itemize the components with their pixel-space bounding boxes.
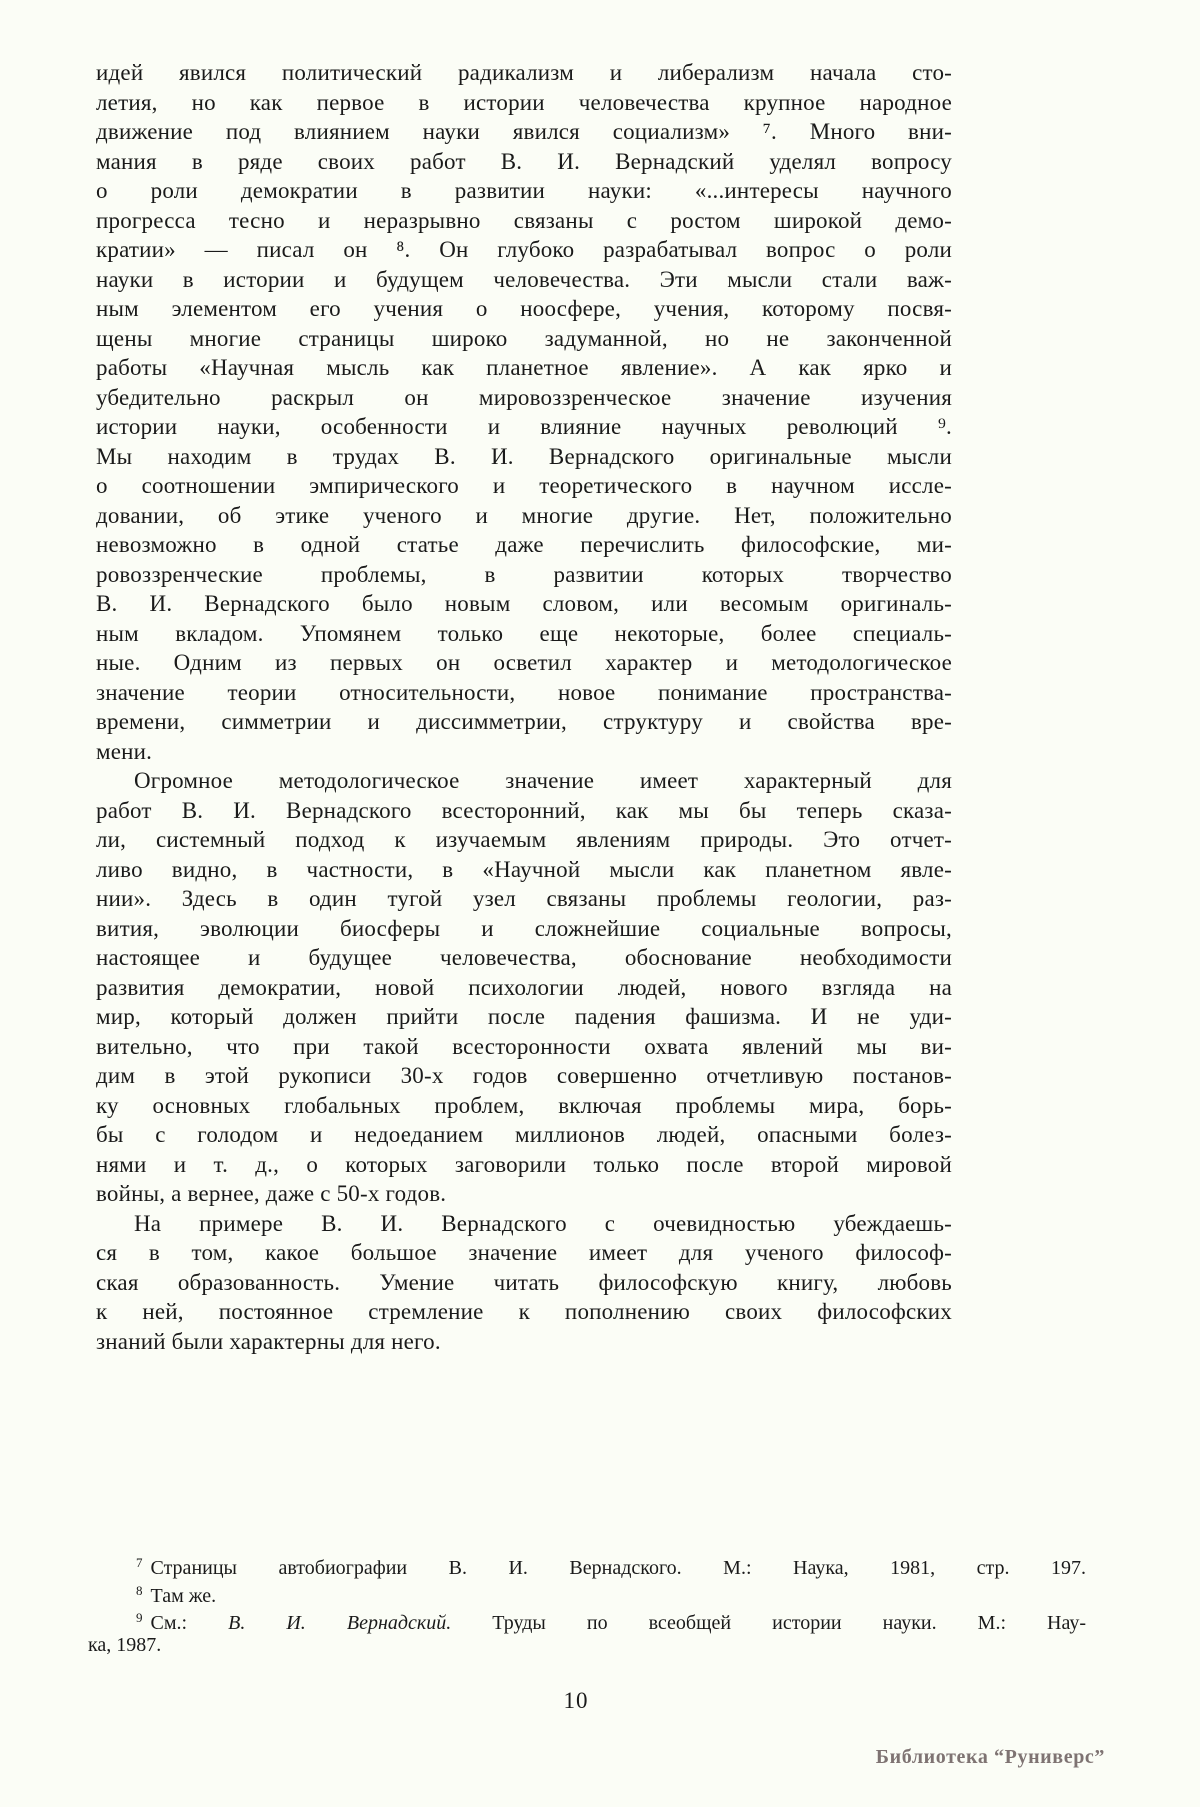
text-line: ку основных глобальных проблем, включая проблемы мира, борь- [96,1092,952,1118]
text-line: развития демократии, новой психологии людей, нового взгляда на [96,974,952,1000]
text-line: мания в ряде своих работ В. И. Вернадский уделял вопросу [96,148,952,174]
text-line: ливо видно, в частности, в «Научной мысли как планетном явле- [96,856,952,882]
text-line: идей явился политический радикализм и либерализм начала сто- [96,60,952,85]
text-line: работ В. И. Вернадского всесторонний, как мы бы теперь сказа- [96,797,952,823]
text-line: прогресса тесно и неразрывно связаны с ростом широкой демо- [96,207,952,233]
paragraph [96,1209,952,1357]
footnote-line [88,1632,1086,1660]
text-line: значение теории относительности, новое понимание пространства- [96,679,952,705]
text-line: истории науки, особенности и влияние научных революций ⁹. [96,414,952,439]
text-line: знаний были характерны для него. [96,1328,441,1354]
text-line: убедительно раскрыл он мировоззренческое значение изучения [96,384,952,410]
text-line: ли, системный подход к изучаемым явлениям природы. Это отчет- [96,827,952,852]
footnote-line [88,1549,1086,1577]
text-line: бы с голодом и недоеданием миллионов людей, опасными болез- [96,1122,952,1147]
text-line: войны, а вернее, даже с 50-х годов. [96,1181,447,1206]
text-line: невозможно в одной статье даже перечислить философские, ми- [96,532,952,557]
footnote-marker: 8 [136,1582,143,1598]
footnote-line [88,1604,1087,1635]
text-line: о роли демократии в развитии науки: «...интересы научного [96,178,952,203]
footnote-text: Страницы автобиографии В. И. Вернадского. М.: Наука, 1981, стр. 197. [150,1557,1086,1579]
text-line: работы «Научная мысль как планетное явление». А как ярко и [96,355,952,380]
text-line: Мы находим в трудах В. И. Вернадского оригинальные мысли [96,443,952,469]
text-line: На примере В. И. Вернадского с очевидностью убеждаешь- [134,1210,952,1236]
text-line: мир, который должен прийти после падения фашизма. И не уди- [96,1004,952,1029]
footnotes [88,1549,1086,1660]
text-line: ным элементом его учения о ноосфере, учения, которому посвя- [96,296,952,321]
text-line: движение под влиянием науки явился социализм» ⁷. Много вни- [96,119,952,144]
text-line: щены многие страницы широко задуманной, но не законченной [96,325,952,351]
paragraph [96,58,952,766]
text-line: ся в том, какое большое значение имеет для ученого философ- [96,1240,952,1265]
text-line: летия, но как первое в истории человечества крупное народное [96,89,952,115]
footnote-line [88,1577,1086,1605]
text-line: о соотношении эмпирического и теоретического в научном иссле- [96,473,952,498]
text-line: ным вкладом. Упомянем только еще некоторые, более специаль- [96,620,952,646]
footnote-text: ка, 1987. [88,1634,162,1657]
body-text [96,58,952,1356]
watermark-runivers: Библиотека “Руниверс” [875,1746,1105,1768]
text-line: времени, симметрии и диссимметрии, структуру и свойства вре- [96,709,952,734]
text-line: вития, эволюции биосферы и сложнейшие социальные вопросы, [96,915,952,941]
text-line: вительно, что при такой всесторонности охвата явлений мы ви- [96,1033,952,1059]
text-line: дим в этой рукописи 30-х годов совершенно отчетливую постанов- [96,1063,952,1088]
footnote-marker: 7 [136,1555,143,1570]
footnote-author-italic: В. И. Вернадский. [228,1612,452,1635]
text-line: мени. [96,738,153,764]
text-line: нями и т. д., о которых заговорили только после второй мировой [96,1151,952,1177]
footnote-text: Труды по всеобщей истории науки. М.: Нау- [451,1612,1087,1635]
text-line: к ней, постоянное стремление к пополнению своих философских [96,1299,952,1324]
text-line: кратии» — писал он ⁸. Он глубоко разрабатывал вопрос о роли [96,237,952,262]
text-line: ская образованность. Умение читать философскую книгу, любовь [96,1269,952,1295]
text-line: довании, об этике ученого и многие другие. Нет, положительно [96,502,952,528]
text-line: ровоззренческие проблемы, в развитии которых творчество [96,561,952,587]
text-line: ные. Одним из первых он осветил характер и методологическое [96,650,952,675]
page-number: 10 [563,1688,589,1713]
footnote-marker: 9 [136,1610,143,1626]
text-line: Огромное методологическое значение имеет характерный для [134,768,952,793]
footnote-text: См.: [150,1612,229,1635]
text-line: науки в истории и будущем человечества. Эти мысли стали важ- [96,266,952,292]
footnote-text: Там же. [150,1584,217,1607]
text-line: В. И. Вернадского было новым словом, или весомым оригиналь- [96,591,952,616]
text-line: нии». Здесь в один тугой узел связаны проблемы геологии, раз- [96,886,952,911]
paragraph [96,766,952,1209]
text-line: настоящее и будущее человечества, обоснование необходимости [96,945,952,970]
